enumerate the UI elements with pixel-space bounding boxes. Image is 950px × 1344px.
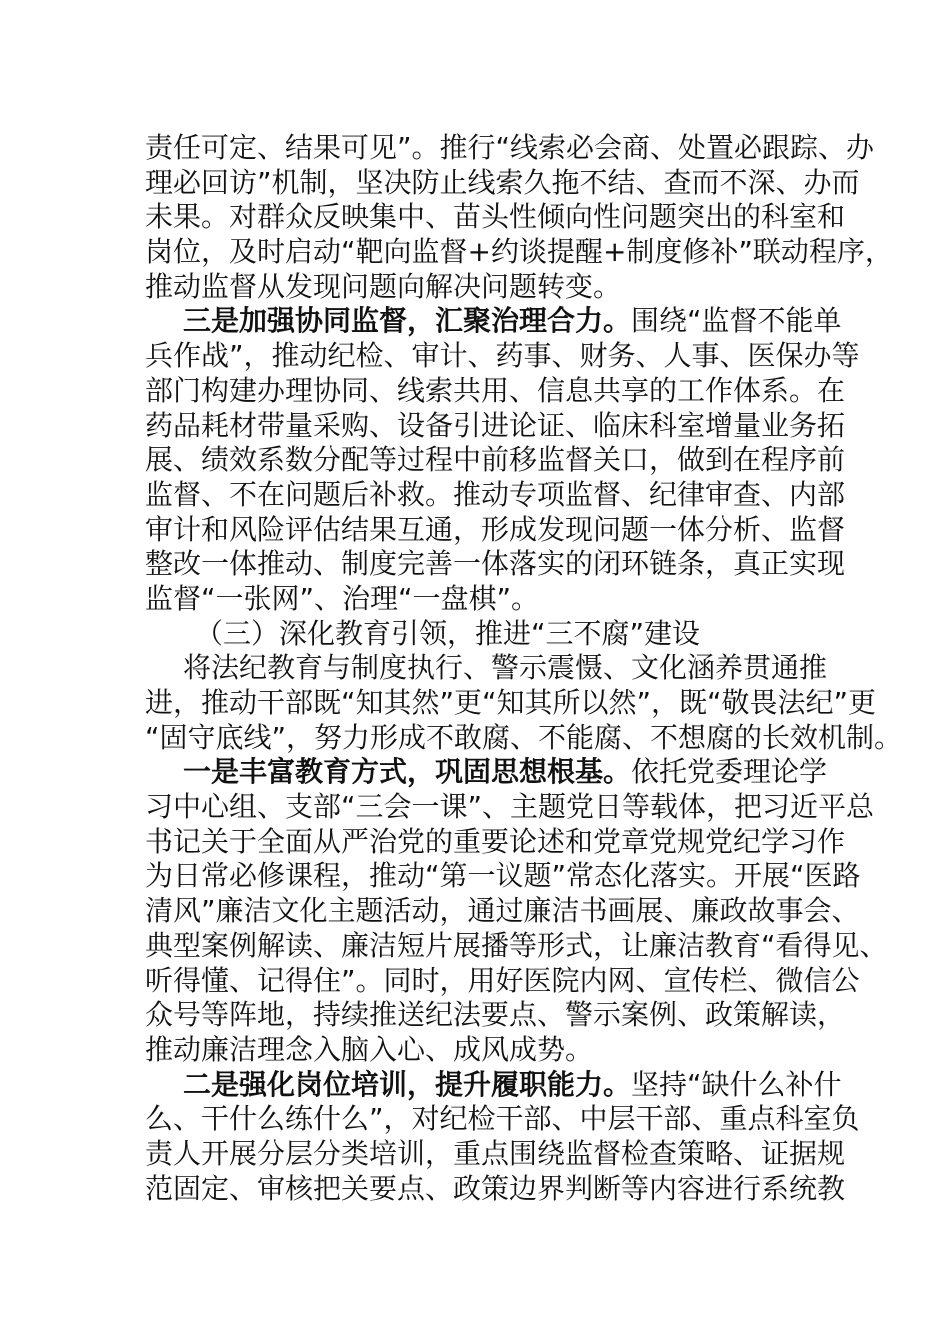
line-text: 众号等阵地，持续推送纪法要点、警示案例、政策解读， [145, 998, 846, 1032]
text-line [145, 270, 806, 305]
line-text: 范固定、审核把关要点、政策边界判断等内容进行系统教 [145, 1171, 846, 1205]
text-line [145, 755, 828, 790]
text-line [145, 200, 846, 235]
text-line [145, 720, 903, 756]
line-text: 监督、不在问题后补救。推动专项监督、纪律审查、内部 [145, 477, 846, 511]
line-text: 为日常必修课程，推动“第一议题”常态化落实。开展“医路 [145, 859, 861, 893]
text-line [145, 547, 846, 582]
text-line [145, 651, 828, 686]
line-text: 习中心组、支部“三会一课”、主题党日等载体，把习近平总 [145, 790, 875, 824]
line-text: 么、干什么练什么”，对纪检干部、中层干部、重点科室负 [145, 1102, 860, 1136]
text-line [145, 373, 846, 409]
bold-lead-text: 一是丰富教育方式，巩固思想根基。 [183, 755, 632, 789]
line-text: 坚持“缺什么补什 [631, 1067, 842, 1101]
text-line [145, 304, 842, 339]
line-text: 部门构建办理协同、线索共用、信息共享的工作体系。在 [145, 373, 846, 407]
text-line [145, 339, 860, 374]
text-line [145, 894, 860, 929]
line-text: 未果。对群众反映集中、苗头性倾向性问题突出的科室和 [145, 200, 846, 234]
line-text: 将法纪教育与制度执行、警示震慑、文化涵养贯通推 [183, 651, 828, 685]
text-line [145, 582, 806, 617]
text-line [145, 928, 888, 964]
bold-lead-text: 三是加强协同监督，汇聚治理合力。 [183, 304, 632, 338]
line-text: 依托党委理论学 [631, 755, 828, 789]
text-line [145, 1102, 860, 1137]
text-line [145, 998, 846, 1033]
line-text: 推动廉洁理念入脑入心、成风成势。 [145, 1032, 594, 1066]
section-heading [145, 617, 806, 652]
text-line [145, 963, 860, 999]
line-text: 典型案例解读、廉洁短片展播等形式，让廉洁教育“看得见、 [145, 928, 888, 962]
document-page [145, 131, 903, 1206]
text-line [145, 1067, 842, 1103]
text-line [145, 1033, 806, 1068]
line-text: 岗位，及时启动“靶向监督+约谈提醒+制度修补”联动程序， [145, 235, 893, 269]
line-text: 药品耗材带量采购、设备引进论证、临床科室增量业务拓 [145, 408, 846, 442]
line-text: 整改一体推动、制度完善一体落实的闭环链条，真正实现 [145, 547, 846, 581]
line-text: 围绕“监督不能单 [631, 304, 842, 338]
text-line [145, 131, 875, 166]
line-text: 理必回访”机制，坚决防止线索久拖不结、查而不深、办而 [145, 165, 860, 199]
line-text: 推动监督从发现问题向解决问题转变。 [145, 269, 622, 303]
text-line [145, 443, 846, 478]
text-line [145, 165, 860, 201]
text-line [145, 408, 846, 444]
text-line [145, 477, 846, 513]
line-text: 听得懂、记得住”。同时，用好医院内网、宣传栏、微信公 [145, 963, 860, 997]
line-text: 责人开展分层分类培训，重点围绕监督检查策略、证据规 [145, 1136, 846, 1170]
line-text: 兵作战”，推动纪检、审计、药事、财务、人事、医保办等 [145, 339, 860, 373]
text-line [145, 1136, 846, 1172]
line-text: 进，推动干部既“知其然”更“知其所以然”，既“敬畏法纪”更 [145, 686, 877, 719]
text-line [145, 512, 846, 548]
line-text: 责任可定、结果可见”。推行“线索必会商、处置必跟踪、办 [145, 131, 875, 164]
text-line [145, 1171, 846, 1207]
text-line [145, 686, 877, 721]
line-text: 书记关于全面从严治党的重要论述和党章党规党纪学习作 [145, 824, 846, 858]
line-text: 展、绩效系数分配等过程中前移监督关口，做到在程序前 [145, 443, 846, 477]
line-text: 审计和风险评估结果互通，形成发现问题一体分析、监督 [145, 512, 846, 546]
line-text: “固守底线”，努力形成不敢腐、不能腐、不想腐的长效机制。 [145, 720, 903, 754]
bold-lead-text: 二是强化岗位培训，提升履职能力。 [183, 1067, 632, 1101]
line-text: 清风”廉洁文化主题活动，通过廉洁书画展、廉政故事会、 [145, 894, 860, 928]
text-line [145, 790, 875, 825]
line-text: （三）深化教育引领，推进“三不腐”建设 [195, 616, 701, 650]
text-line [145, 824, 846, 860]
text-line [145, 235, 893, 270]
text-line [145, 859, 861, 894]
line-text: 监督“一张网”、治理“一盘棋”。 [145, 581, 540, 615]
